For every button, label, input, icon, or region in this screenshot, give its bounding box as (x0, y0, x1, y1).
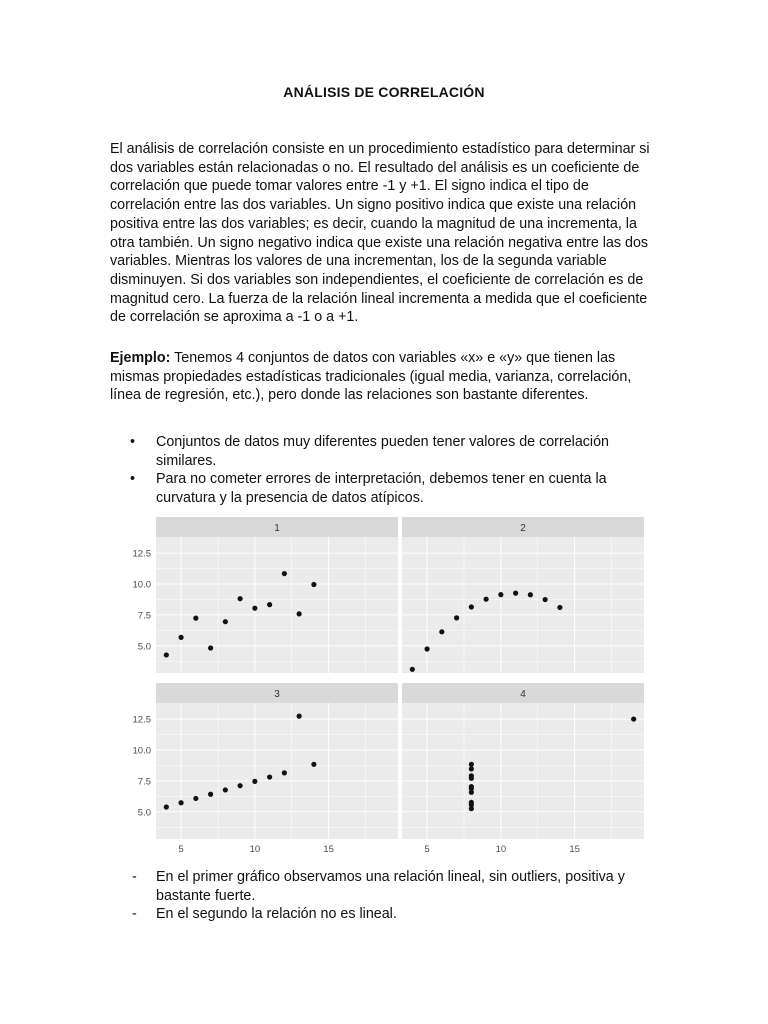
data-point (208, 645, 213, 650)
data-point (282, 770, 287, 775)
data-point (238, 783, 243, 788)
data-point (469, 766, 474, 771)
data-point (469, 802, 474, 807)
data-point (469, 762, 474, 767)
data-point (223, 787, 228, 792)
data-point (252, 779, 257, 784)
panel-background (402, 703, 644, 839)
bullet-text: Conjuntos de datos muy diferentes pueden tener valores de correlación similares. (156, 434, 610, 469)
data-point (631, 716, 636, 721)
facet-label: 3 (274, 689, 280, 700)
data-point (557, 605, 562, 610)
example-paragraph (110, 349, 658, 405)
data-point (543, 597, 548, 602)
panel-background (156, 703, 398, 839)
example-label: Ejemplo: (110, 350, 171, 366)
dash-item (110, 905, 670, 924)
scatter-figure (117, 515, 647, 860)
data-point (267, 602, 272, 607)
facet-label: 4 (520, 689, 526, 700)
data-point (178, 635, 183, 640)
bullet-item (110, 433, 670, 470)
bullet-mark: • (130, 471, 136, 488)
data-point (439, 629, 444, 634)
facet-label: 1 (274, 523, 280, 534)
panel-background (402, 537, 644, 673)
y-tick-label: 5.0 (137, 807, 151, 819)
y-tick-label: 12.5 (132, 714, 151, 726)
y-tick-label: 12.5 (132, 548, 151, 560)
dash-item (110, 868, 670, 905)
data-point (513, 591, 518, 596)
data-point (208, 792, 213, 797)
data-point (164, 652, 169, 657)
data-point (223, 619, 228, 624)
y-tick-label: 10.0 (132, 745, 151, 757)
data-point (484, 597, 489, 602)
data-point (454, 615, 459, 620)
example-text: Tenemos 4 conjuntos de datos con variables «x» e «y» que tienen las mismas propiedades estadísticas tradicionales (igual media, varianza, correlación, línea de regresión, etc.), pero donde las relaciones son bastante diferentes. (110, 350, 632, 404)
facet-label: 2 (520, 523, 526, 534)
dash-text: En el segundo la relación no es lineal. (156, 906, 397, 923)
dash-text: En el primer gráfico observamos una relación lineal, sin outliers, positiva y bastante fuerte. (156, 869, 625, 904)
document-title: ANÁLISIS DE CORRELACIÓN (283, 84, 485, 100)
data-point (297, 611, 302, 616)
dash-mark: - (132, 869, 137, 885)
data-point (311, 582, 316, 587)
data-point (282, 571, 287, 576)
data-point (469, 786, 474, 791)
x-tick-label: 10 (249, 844, 261, 855)
dash-list (110, 868, 670, 924)
y-tick-label: 10.0 (132, 579, 151, 591)
scatter-facet-chart (117, 515, 647, 860)
x-tick-label: 15 (569, 844, 580, 855)
data-point (252, 606, 257, 611)
bullet-mark: • (130, 434, 136, 450)
x-tick-label: 10 (495, 844, 507, 855)
y-tick-label: 7.5 (137, 776, 151, 788)
x-tick-label: 15 (323, 844, 334, 855)
data-point (311, 762, 316, 767)
dash-mark: - (132, 906, 137, 923)
data-point (410, 667, 415, 672)
y-tick-label: 5.0 (137, 641, 151, 653)
bullet-text: Para no cometer errores de interpretación, debemos tener en cuenta la curvatura y la presencia de datos atípicos. (156, 471, 607, 507)
x-tick-label: 5 (424, 844, 430, 855)
data-point (193, 616, 198, 621)
intro-paragraph: El análisis de correlación consiste en un procedimiento estadístico para determinar si dos variables están relacionadas o no. El resultado del análisis es un coeficiente de correlación que puede tomar valores entre -1 y +1. El signo indica el tipo de correlación entre las dos variables. Un signo positivo indica que existe una relación positiva entre las dos variables; es decir, cuando la magnitud de una incrementa, la otra también. Un signo negativo indica que existe una relación negativa entre las dos variables. Mientras los valores de una incrementan, los de la segunda variable disminuyen. Si dos variables son independientes, el coeficiente de correlación es de magnitud cero. La fuerza de la relación lineal incrementa a medida que el coeficiente de correlación se aproxima a -1 o a +1. (110, 141, 650, 326)
data-point (297, 714, 302, 719)
data-point (193, 796, 198, 801)
data-point (424, 646, 429, 651)
data-point (498, 592, 503, 597)
panel-background (156, 537, 398, 673)
data-point (469, 773, 474, 778)
bullet-item (110, 470, 670, 507)
data-point (469, 604, 474, 609)
bullet-list (110, 433, 670, 508)
data-point (178, 800, 183, 805)
data-point (238, 596, 243, 601)
x-tick-label: 5 (178, 844, 184, 855)
data-point (267, 774, 272, 779)
data-point (164, 804, 169, 809)
y-tick-label: 7.5 (137, 610, 151, 622)
data-point (528, 592, 533, 597)
